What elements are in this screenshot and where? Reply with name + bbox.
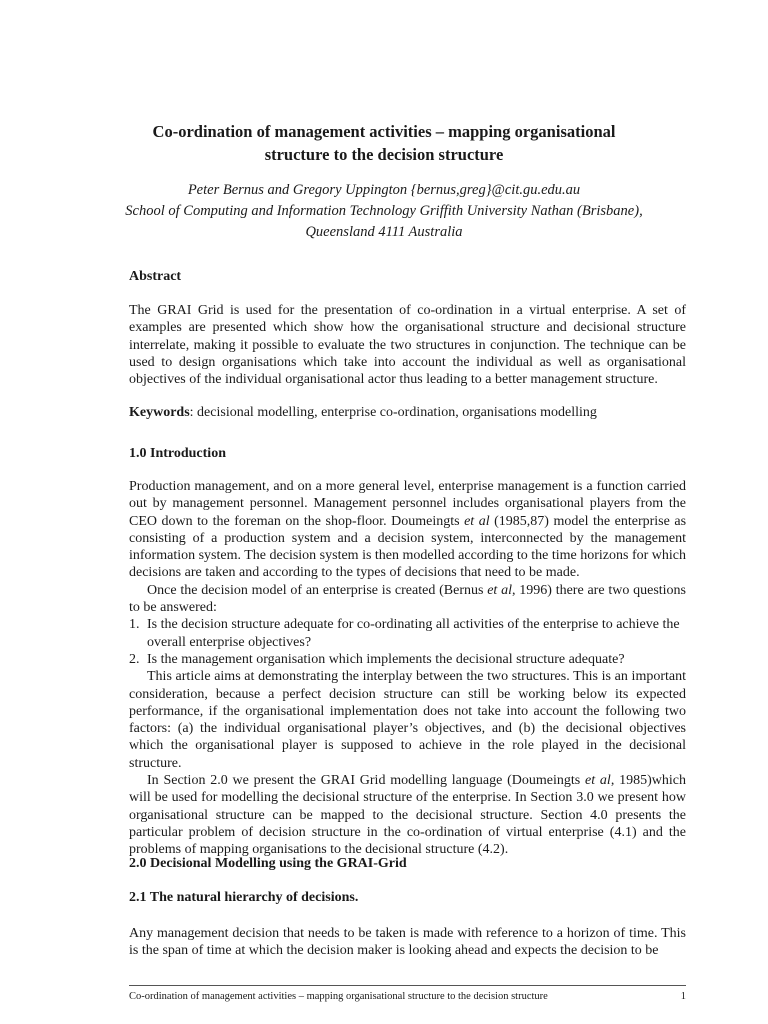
question-1: Is the decision structure adequate for co-ordinating all activities of the enterprise to achieve the overall enterprise objectives?	[147, 617, 680, 650]
intro-paragraph-1: Production management, and on a more general level, enterprise management is a function carried out by management personnel. Management personnel includes organisational players from the CEO down to the foreman on the shop-floor. Doumeingts et al (1985,87) model the enterprise as consisting of a production system and a decision system, interconnected by the management information system. The decision system is then modelled according to the time horizons for which decisions are taken and according to the types of decisions that need to be made.	[129, 479, 687, 581]
title-line-1: Co-ordination of management activities – mapping organisational	[152, 122, 616, 141]
section-2-heading: 2.0 Decisional Modelling using the GRAI-Grid	[129, 856, 407, 871]
section-2-1-heading: 2.1 The natural hierarchy of decisions.	[129, 890, 359, 905]
footer-rule	[129, 985, 686, 986]
abstract-text: The GRAI Grid is used for the presentation of co-ordination in a virtual enterprise. A set of examples are presented which show how the organisational structure and decisional structure interrelate, making it possible to evaluate the two structures in conjunction. The technique can be used to design organisations which take into account the individual as well as organisational objectives of the individual organisational actor thus leading to a better management structure.	[129, 303, 686, 388]
author-names: Peter Bernus and Gregory Uppington {bernus,greg}@cit.gu.edu.au	[187, 182, 581, 198]
abstract-heading: Abstract	[129, 269, 182, 284]
list-number: 2.	[129, 651, 140, 667]
intro-heading: 1.0 Introduction	[129, 446, 226, 461]
intro-paragraph-2: Once the decision model of an enterprise is created (Bernus et al, 1996) there are two questions to be answered:	[129, 582, 686, 616]
running-title: Co-ordination of management activities – mapping organisational structure to the decision structure	[129, 991, 548, 1002]
page-footer	[129, 990, 686, 1003]
intro-paragraph-3: This article aims at demonstrating the interplay between the two structures. This is an important consideration, because a perfect decision structure can still be working below its expected performance, if the organisational implementation does not take into account the following two factors: (a) the individual organisational player’s objectives, and (b) the decisional objectives which the organisational player is supposed to achieve in the role played in the decisional structure.	[129, 669, 686, 771]
keywords-label: Keywords	[129, 405, 190, 420]
question-2: Is the management organisation which implements the decisional structure adequate?	[147, 651, 625, 667]
intro-paragraph-4: In Section 2.0 we present the GRAI Grid modelling language (Doumeingts et al, 1985)which will be used for modelling the decisional structure of the enterprise. In Section 3.0 we present how organisational structure can be mapped to the decisional structure. Section 4.0 presents the particular problem of decision structure in the co-ordination of virtual enterprise (4.1) and the problems of mapping organisations to the decisional structure (4.2).	[129, 773, 686, 858]
list-item	[129, 616, 686, 651]
paper-title	[100, 120, 668, 166]
list-item	[129, 651, 686, 668]
intro-body	[129, 478, 686, 859]
affiliation-line-2: Queensland 4111 Australia	[305, 224, 463, 240]
section-2-1-text: Any management decision that needs to be taken is made with reference to a horizon of time. This is the span of time at which the decision maker is looking ahead and expects the decision to be	[129, 926, 686, 959]
author-block	[90, 180, 678, 243]
abstract-body	[129, 302, 686, 388]
affiliation-line-1: School of Computing and Information Technology Griffith University Nathan (Brisbane),	[125, 203, 643, 219]
page-number: 1	[680, 991, 686, 1002]
section-2-1-body	[129, 925, 686, 960]
title-line-2: structure to the decision structure	[264, 145, 504, 164]
keywords	[129, 404, 686, 421]
list-number: 1.	[129, 617, 140, 633]
keywords-text: : decisional modelling, enterprise co-ordination, organisations modelling	[189, 405, 597, 420]
